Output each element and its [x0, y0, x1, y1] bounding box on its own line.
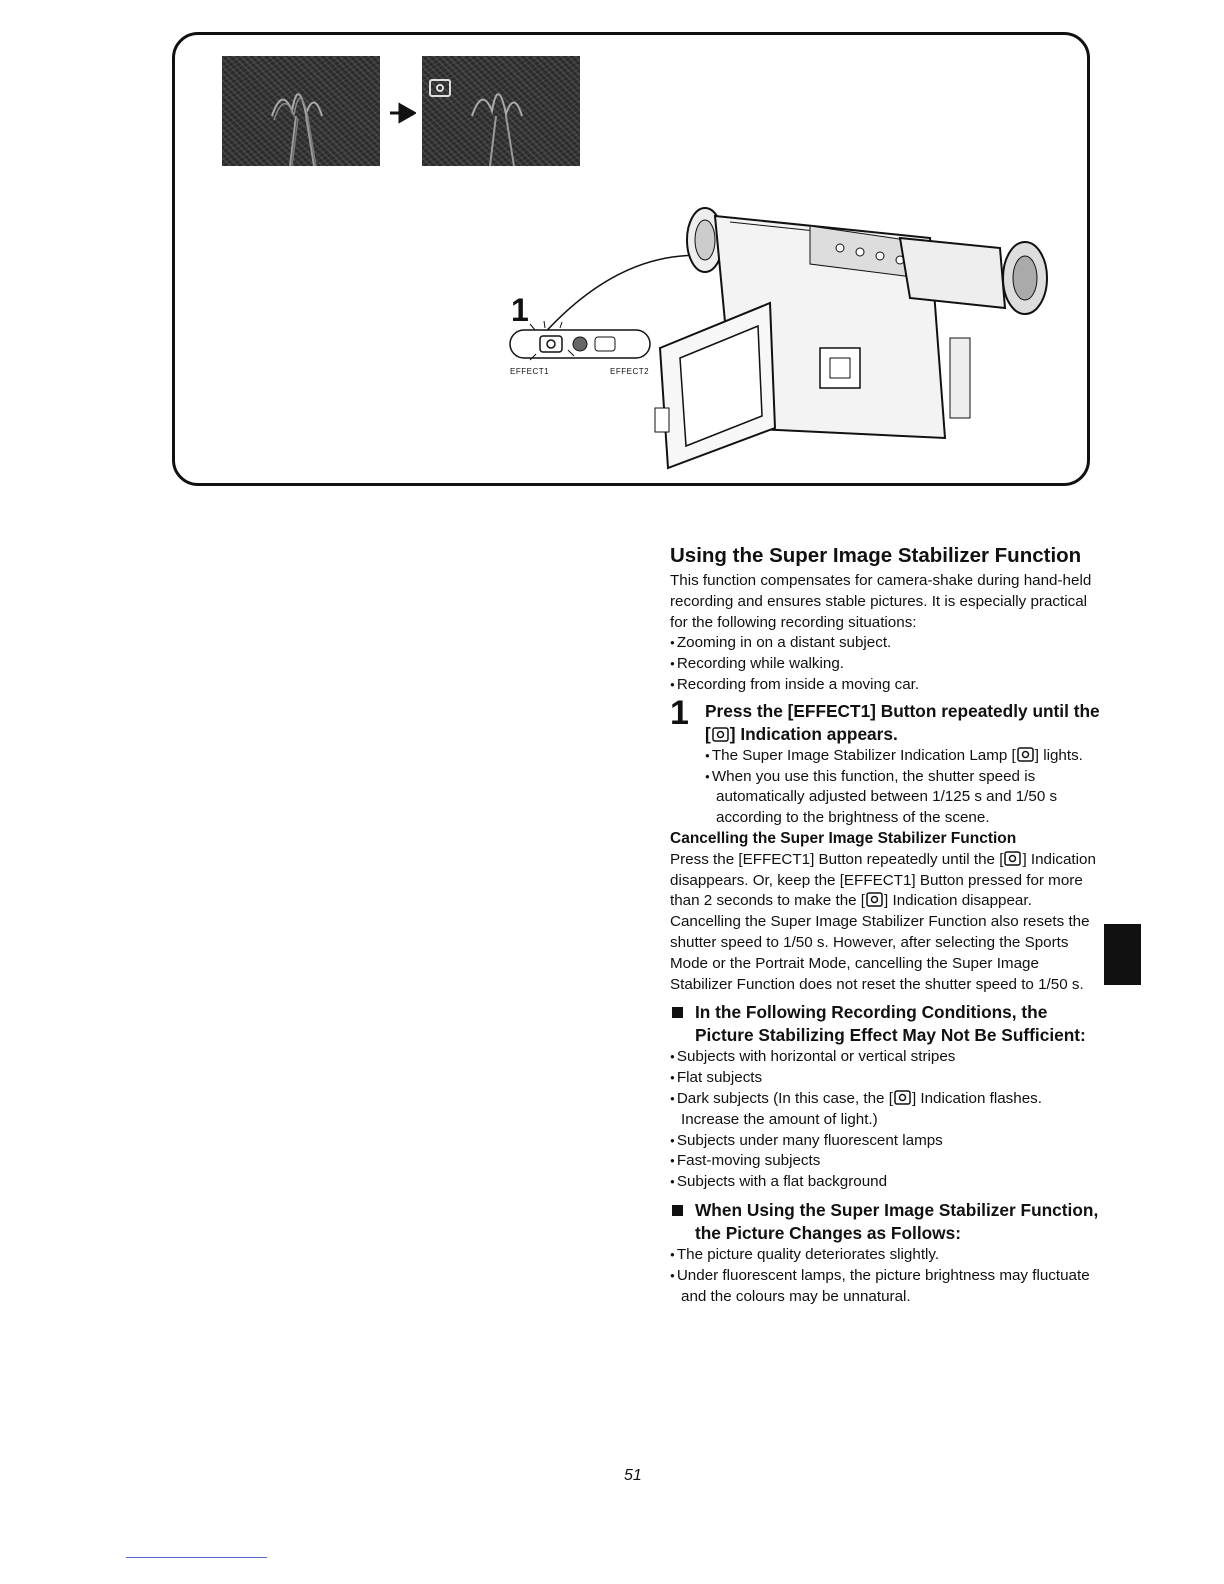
square-bullet-icon [672, 1007, 683, 1018]
step-1-note-part-a: The Super Image Stabilizer Indication Lamp [ [711, 746, 1016, 764]
cancel-text-part-c: ] Indication disappear. [884, 892, 1032, 910]
change-item: ● The picture quality deteriorates slightly. [670, 1245, 1100, 1266]
intro-paragraph: This function compensates for camera-shake during hand-held recording and ensures stable pictures. It is especially practical for the following recording situations: [670, 572, 1092, 631]
condition-item: ● Subjects with horizontal or vertical stripes [670, 1047, 1100, 1068]
condition-item: ● Subjects with a flat background [670, 1172, 1100, 1193]
footer-rule [126, 1557, 267, 1558]
changes-heading-text: When Using the Super Image Stabilizer Function, the Picture Changes as Follows: [695, 1199, 1099, 1243]
step-1-note-part-b: ] lights. [1034, 746, 1083, 764]
condition-item: ● Flat subjects [670, 1068, 1100, 1089]
step-1 [670, 693, 1100, 829]
effect1-label: EFFECT1 [510, 367, 550, 376]
changes-heading [670, 1199, 1100, 1245]
page-number: 51 [624, 1467, 642, 1484]
step-1-note [705, 746, 1100, 767]
step-1-heading-part-b: ] Indication appears. [729, 723, 898, 744]
step-1-note: ● When you use this function, the shutter speed is automatically adjusted between 1/125 s and 1/50 s according to the brightness of the scene. [705, 767, 1100, 829]
stabilizer-indication-icon [429, 79, 451, 97]
situation-item: ● Zooming in on a distant subject. [670, 633, 1100, 654]
conditions-heading-text: In the Following Recording Conditions, the Picture Stabilizing Effect May Not Be Sufficient: [695, 1002, 1086, 1046]
condition-item-part-a: Dark subjects (In this case, the [ [676, 1089, 893, 1107]
condition-item: ● Fast-moving subjects [670, 1151, 1100, 1172]
conditions-heading [670, 1001, 1100, 1047]
section-tab-marker [1104, 924, 1141, 985]
stabilizer-icon [866, 892, 883, 907]
situation-item: ● Recording from inside a moving car. [670, 675, 1100, 696]
stabilizer-icon [1004, 851, 1021, 866]
shaky-picture-thumbnail [222, 56, 380, 166]
stabilizer-icon [712, 727, 729, 742]
square-bullet-icon [672, 1205, 683, 1216]
cancel-text-part-a: Press the [EFFECT1] Button repeatedly until the [ [670, 850, 1004, 868]
camcorder-illustration [500, 198, 1060, 478]
change-item: ● Under fluorescent lamps, the picture brightness may fluctuate and the colours may be unnatural. [670, 1266, 1100, 1308]
figure-step-number: 1 [511, 292, 529, 328]
step-1-heading-part-a: Press the [EFFECT1] Button repeatedly until the [ [705, 700, 1100, 744]
effect2-label: EFFECT2 [610, 367, 650, 376]
cancel-paragraph [670, 850, 1100, 912]
cancel-text-part-b: ] Indication disappears. Or, keep the [EFFECT1] Button pressed for more than 2 seconds to make the [ [670, 850, 1096, 910]
main-text-column [670, 543, 1100, 1307]
cancel-heading: Cancelling the Super Image Stabilizer Function [670, 829, 1017, 847]
condition-item [670, 1089, 1100, 1131]
cancel-paragraph-2: Cancelling the Super Image Stabilizer Function also resets the shutter speed to 1/50 s. However, after selecting the Sports Mode or the Portrait Mode, cancelling the Super Image Stabilizer Function does not reset the shutter speed to 1/50 s. [670, 913, 1090, 993]
stabilizer-icon [1017, 747, 1034, 762]
arrow-right-icon [390, 102, 416, 124]
section-title: Using the Super Image Stabilizer Function [670, 544, 1082, 567]
step-1-heading [705, 700, 1100, 746]
condition-item: ● Subjects under many fluorescent lamps [670, 1131, 1100, 1152]
stabilized-picture-thumbnail [422, 56, 580, 166]
condition-item-part-b: ] Indication flashes. Increase the amount of light.) [681, 1089, 1042, 1128]
step-number: 1 [670, 693, 689, 732]
situation-item: ● Recording while walking. [670, 654, 1100, 675]
stabilizer-icon [894, 1090, 911, 1105]
